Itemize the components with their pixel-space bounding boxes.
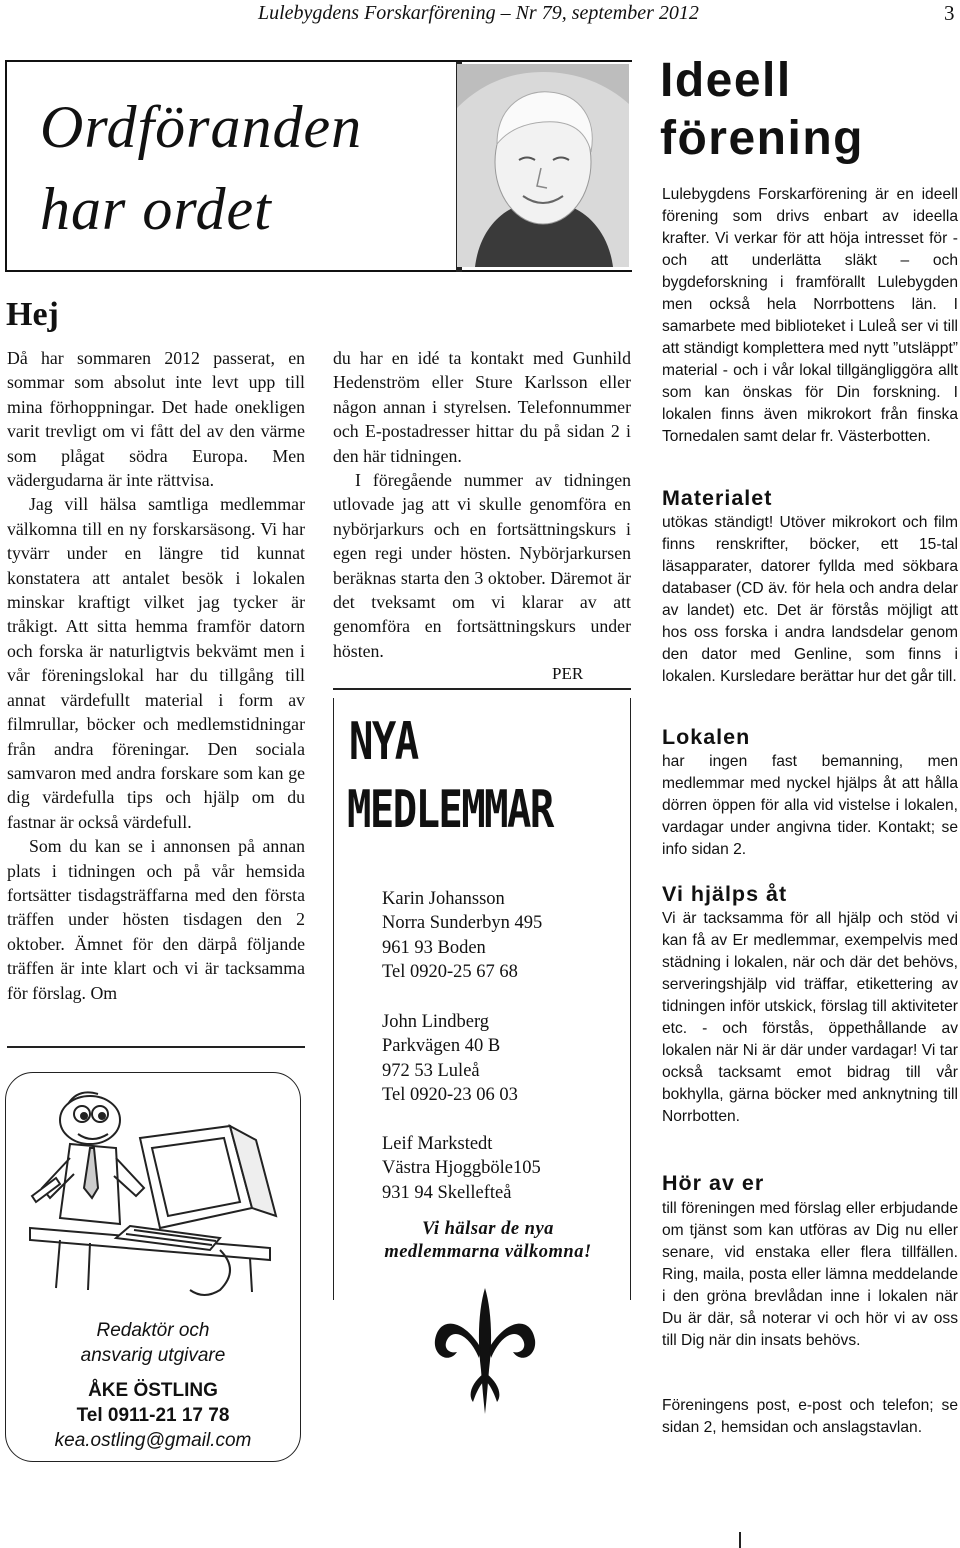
section-heading-materialet: Materialet — [662, 486, 773, 510]
editor-role-line1: Redaktör och — [96, 1320, 210, 1341]
letter-paragraph: Som du kan se i annonsen på annan plats i tidningen och på vår hemsida fortsätter tisdagsträffarna med den första träffen under hösten tisdagen den 2 oktober. Ämnet för den därpå följande träffen är inte klart och vi är tacksamma för förslag. Om — [7, 836, 305, 1003]
section-heading-hor-av-er: Hör av er — [662, 1171, 765, 1195]
member-name: Leif Markstedt — [382, 1134, 493, 1154]
fleuron-ornament-icon — [433, 1278, 537, 1418]
section-text-lokalen: har ingen fast bemanning, men medlemmar med nyckel hjälps åt att hålla dörren öppen för alla vid vistelse i lokalen, vardagar under angivna tider. Kontakt; se info sidan 2. — [662, 753, 958, 858]
chairman-portrait — [457, 64, 629, 267]
crop-mark — [739, 1532, 741, 1548]
column-divider — [7, 1046, 305, 1048]
page-number: 3 — [944, 1, 955, 25]
member-city: 972 53 Luleå — [382, 1060, 480, 1081]
member-street: Norra Sunderbyn 495 — [382, 913, 543, 934]
editor-phone: Tel 0911-21 17 78 — [76, 1405, 230, 1426]
welcome-line2: medlemmarna välkomna! — [384, 1242, 592, 1262]
sidebar-title — [660, 52, 864, 168]
section-heading-lokalen: Lokalen — [662, 725, 751, 749]
feature-title-line2: har ordet — [40, 176, 272, 242]
editor-role — [5, 1318, 301, 1368]
sidebar-intro: Lulebygdens Forskarförening är en ideell förening som drivs enbart av ideella krafter. Vi verkar för att höja intresset för - och att underlätta släkt – och bygdeforskning i framförallt Lulebygden men också hela Norrbottens län. I samarbete med biblioteket i Luleå ser vi till att ständigt komplettera med nytt ”utsläppt” material - och i vår lokal tillgängliggöra allt som kan önskas för Din forskning. I lokalen finns även mikrokort från finska Tornedalen samt delar fr. Västerbotten. — [662, 186, 958, 445]
member-entry — [382, 1010, 518, 1107]
letter-paragraph: I föregående nummer av tidningen utlovade jag att vi skulle genomföra en nybörjarkurs och en fortsättningskurs i egen regi under hösten. Nybörjarkursen beräknas starta den 3 oktober. Däremot är det tveksamt om vi klarar av att genomföra en fortsättningskurs under hösten. — [333, 470, 631, 661]
letter-paragraph: du har en idé ta kontakt med Gunhild Hedenström eller Sture Karlsson eller någon annan i styrelsen. Telefonnummer och E-postadresser hittar du på sidan 2 i den här tidningen. — [333, 348, 631, 466]
letter-column-left — [7, 346, 305, 1005]
letter-column-middle — [333, 346, 631, 663]
letter-signature: PER — [552, 664, 584, 683]
member-street: Parkvägen 40 B — [382, 1036, 501, 1057]
member-phone: Tel 0920-23 06 03 — [382, 1084, 518, 1105]
member-street: Västra Hjoggböle105 — [382, 1158, 541, 1179]
section-text-materialet: utökas ständigt! Utöver mikrokort och film finns renskrifter, böcker, ett 15-tal läsapparater, datorer fyllda med sökbara databaser (CD äv. för hela och andra delar av landet) etc. Det är förstås möjligt att hos oss forska i andra landsdelar genom den dator med Genline, som finns i lokalen. Kursledare berättar hur det går till. — [662, 514, 958, 685]
column-divider — [333, 688, 631, 690]
sidebar-title-line2: förening — [660, 112, 864, 165]
section-heading-vi-hjalps-at: Vi hjälps åt — [662, 882, 788, 906]
new-members-heading-line2: MEDLEMMAR — [347, 780, 553, 840]
feature-title-line1: Ordföranden — [40, 94, 363, 160]
editor-role-line2: ansvarig utgivare — [80, 1345, 226, 1366]
member-name: Karin Johansson — [382, 889, 505, 909]
greeting-heading: Hej — [6, 296, 59, 333]
contact-note: Föreningens post, e-post och telefon; se sidan 2, hemsidan och anslagstavlan. — [662, 1397, 958, 1436]
new-members-heading-line1: NYA — [349, 712, 418, 772]
member-city: 931 94 Skellefteå — [382, 1182, 512, 1203]
member-phone: Tel 0920-25 67 68 — [382, 961, 518, 982]
computer-cartoon-illustration — [20, 1078, 290, 1298]
running-header: Lulebygdens Forskarförening – Nr 79, september 2012 — [258, 2, 699, 24]
feature-title — [40, 86, 362, 250]
welcome-message — [345, 1218, 631, 1264]
letter-paragraph: Jag vill hälsa samtliga medlemmar välkomna till en ny forskarsäsong. Vi har tyvärr under en längre tid kunnat konstatera att antalet besök i lokalen minskar kraftigt vilket jag tycker är tråkigt. Att sitta hemma framför datorn och forska är naturligtvis bekvämt men i vår föreningslokal har du tillgång till annat värdefullt material i form av filmrullar, böcker och medlemstidningar från andra föreningar. Den sociala samvaron med andra forskare som kan ge dig värdefulla tips och hjälp om du fastnar är också värdefull. — [7, 494, 305, 832]
sidebar-title-line1: Ideell — [660, 54, 792, 107]
letter-paragraph: Då har sommaren 2012 passerat, en sommar som absolut inte levt upp till mina förhoppningar. Det hade onekligen varit trevligt om vi fått del av den värme som plågat södra Europa. Men vädergudarna är inte rättvisa. — [7, 348, 305, 491]
welcome-line1: Vi hälsar de nya — [422, 1219, 554, 1239]
member-name: John Lindberg — [382, 1012, 490, 1032]
member-entry — [382, 887, 542, 984]
editor-name: ÅKE ÖSTLING — [88, 1380, 218, 1401]
member-city: 961 93 Boden — [382, 937, 486, 958]
member-entry — [382, 1132, 541, 1205]
editor-email: kea.ostling@gmail.com — [54, 1430, 252, 1451]
section-text-hor-av-er: till föreningen med förslag eller erbjudande om tjänst som kan utföras av Dig nu eller senare, vid enstaka eller flera tillfällen. Ring, maila, posta eller lämna meddelande i den gröna brevlådan inne i lokalen när Du är där, så noterar vi och hör vi av oss till Dig när din insats behövs. — [662, 1200, 958, 1349]
section-text-vi-hjalps-at: Vi är tacksamma för all hjälp och stöd vi kan få av Er medlemmar, exempelvis med städning i lokalen, när och där det behövs, serveringshjälp vid träffar, etikettering av tidningen inför utskick, förslag till aktiviteter etc. - och förstås, öppethållande av lokalen när Ni är där under vardagar! Vi tar också tacksamt emot bidrag till vår bokhylla, gärna böcker med anknytning till Norrbotten. — [662, 910, 958, 1125]
